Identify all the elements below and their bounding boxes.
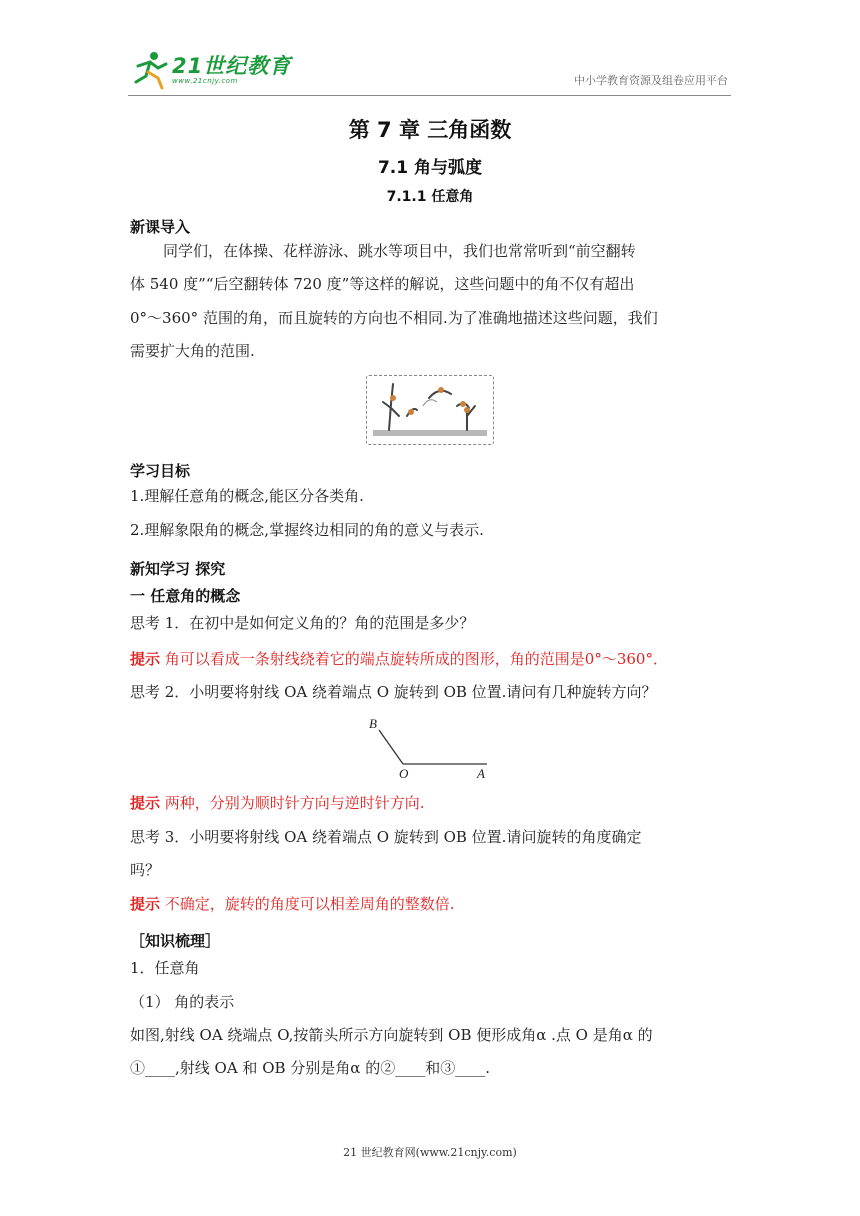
knowledge-line-2: ①____,射线 OA 和 OB 分别是角α 的②____和③____. [130, 1059, 490, 1077]
chapter-title: 第 7 章 三角函数 [348, 118, 512, 142]
ray-ob [379, 730, 403, 764]
point-b-label: B [369, 716, 377, 731]
explore-heading: 新知学习 探究 [130, 560, 226, 578]
gymnast-flip-illustration [367, 376, 493, 444]
think-3-line-2: 吗？ [130, 861, 161, 879]
explore-subheading: 一 任意角的概念 [130, 587, 241, 605]
point-o-label: O [399, 766, 409, 781]
hint-label: 提示 [130, 895, 161, 913]
hint-1-line [130, 648, 668, 669]
subsection-title: 7.1.1 任意角 [386, 189, 474, 205]
intro-line-4: 需要扩大角的范围. [130, 342, 255, 360]
objective-item-2: 2.理解象限角的概念,掌握终边相同的角的意义与表示. [130, 521, 484, 539]
gymnastics-figure [366, 375, 494, 445]
intro-line-1: 同学们，在体操、花样游泳、跳水等项目中，我们也常常听到“前空翻转 [163, 242, 636, 260]
think-1: 思考 1．在初中是如何定义角的？角的范围是多少？ [130, 614, 475, 632]
logo-url: www.21cnjy.com [172, 77, 238, 85]
hint-2-line [130, 792, 425, 813]
think-3-line-1: 思考 3．小明要将射线 OA 绕着端点 O 旋转到 OB 位置.请问旋转的角度确定 [130, 828, 642, 846]
knowledge-line-1: 如图,射线 OA 绕端点 O,按箭头所示方向旋转到 OB 便形成角α .点 O 是角α 的 [130, 1026, 653, 1044]
hint-label: 提示 [130, 794, 161, 812]
point-a-label: A [477, 766, 485, 781]
hint-label: 提示 [130, 650, 161, 668]
knowledge-heading: ［知识梳理］ [130, 932, 221, 950]
section-title: 7.1 角与弧度 [377, 158, 483, 178]
page-footer: 21 世纪教育网(www.21cnjy.com) [343, 1146, 517, 1159]
objectives-heading: 学习目标 [130, 462, 191, 480]
header-platform-text: 中小学教育资源及组卷应用平台 [574, 74, 728, 87]
objective-item-1: 1.理解任意角的概念,能区分各类角. [130, 487, 364, 505]
angle-diagram [365, 712, 495, 782]
intro-heading: 新课导入 [130, 218, 191, 236]
runner-logo-icon [136, 52, 166, 88]
intro-line-3: 0°～360° 范围的角，而且旋转的方向也不相同.为了准确地描述这些问题，我们 [130, 309, 658, 327]
hint-3-text: 不确定，旋转的角度可以相差周角的整数倍. [164, 895, 455, 913]
hint-2-text: 两种，分别为顺时针方向与逆时针方向. [164, 794, 425, 812]
intro-line-2: 体 540 度”“后空翻转体 720 度”等这样的解说，这些问题中的角不仅有超出 [130, 275, 635, 293]
hint-1-text: 角可以看成一条射线绕着它的端点旋转所成的图形，角的范围是0°～360°． [164, 650, 668, 668]
think-2: 思考 2．小明要将射线 OA 绕着端点 O 旋转到 OB 位置.请问有几种旋转方向？ [130, 683, 657, 701]
header-divider [128, 95, 731, 96]
hint-3-line [130, 893, 455, 914]
logo-text: 21世纪教育 [172, 54, 292, 78]
knowledge-sub-1: （1） 角的表示 [130, 993, 235, 1011]
knowledge-item-1: 1．任意角 [130, 959, 200, 977]
